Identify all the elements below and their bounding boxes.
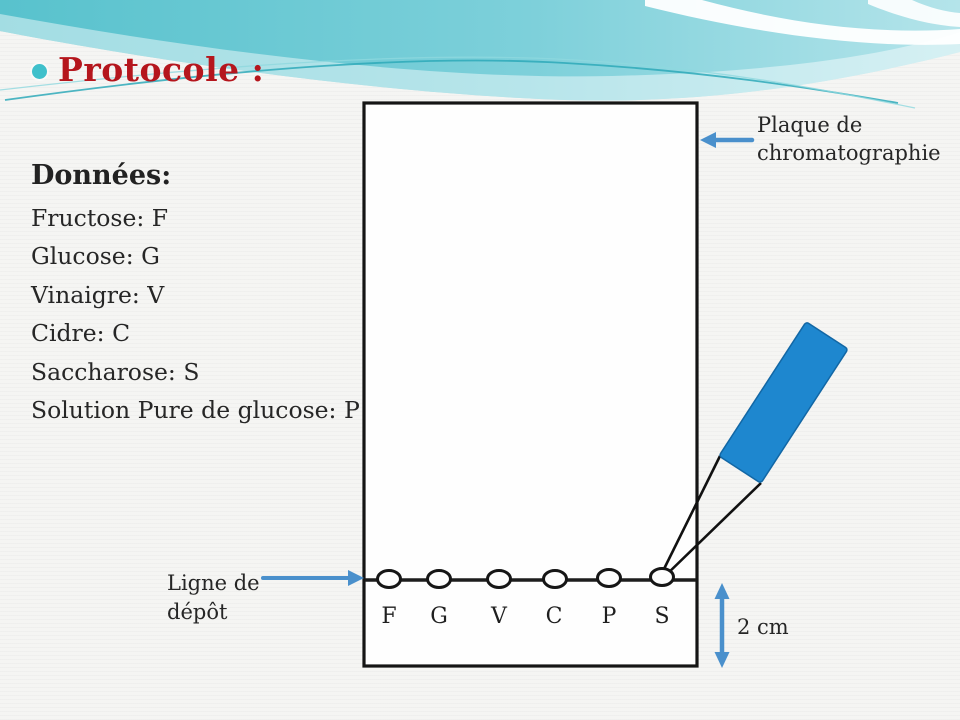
data-item-fructose: Fructose: F	[31, 204, 169, 232]
spot-label-P: P	[601, 604, 617, 629]
distance-arrow-icon	[715, 583, 730, 668]
spot-label-S: S	[654, 604, 670, 629]
page-title: Protocole :	[58, 50, 265, 89]
spot-label-C: C	[545, 604, 563, 629]
sample-spot-S	[651, 569, 674, 586]
sample-spot-C	[544, 571, 567, 588]
title-bullet-icon	[32, 64, 47, 79]
deposit-line-label: Ligne de dépôt	[167, 571, 260, 624]
sample-spot-V	[488, 571, 511, 588]
data-list	[31, 199, 360, 429]
sample-spot-F	[378, 571, 401, 588]
plaque-arrow-icon	[700, 132, 752, 148]
plate-label: Plaque de chromatographie	[757, 113, 941, 165]
data-item-cidre: Cidre: C	[31, 319, 131, 348]
sample-spot-P	[598, 570, 621, 587]
pipette-body	[719, 322, 848, 483]
distance-label: 2 cm	[737, 615, 789, 639]
spot-label-F: F	[381, 604, 397, 629]
data-item-solution: Solution Pure de glucose: P	[31, 396, 360, 425]
data-item-glucose: Glucose: G	[31, 242, 160, 271]
data-item-saccharose: Saccharose: S	[31, 357, 200, 386]
spot-label-V: V	[491, 604, 507, 629]
spot-label-G: G	[430, 604, 448, 629]
data-heading: Données:	[31, 160, 172, 191]
data-item-vinaigre: Vinaigre: V	[31, 280, 165, 309]
sample-spot-G	[428, 571, 451, 588]
